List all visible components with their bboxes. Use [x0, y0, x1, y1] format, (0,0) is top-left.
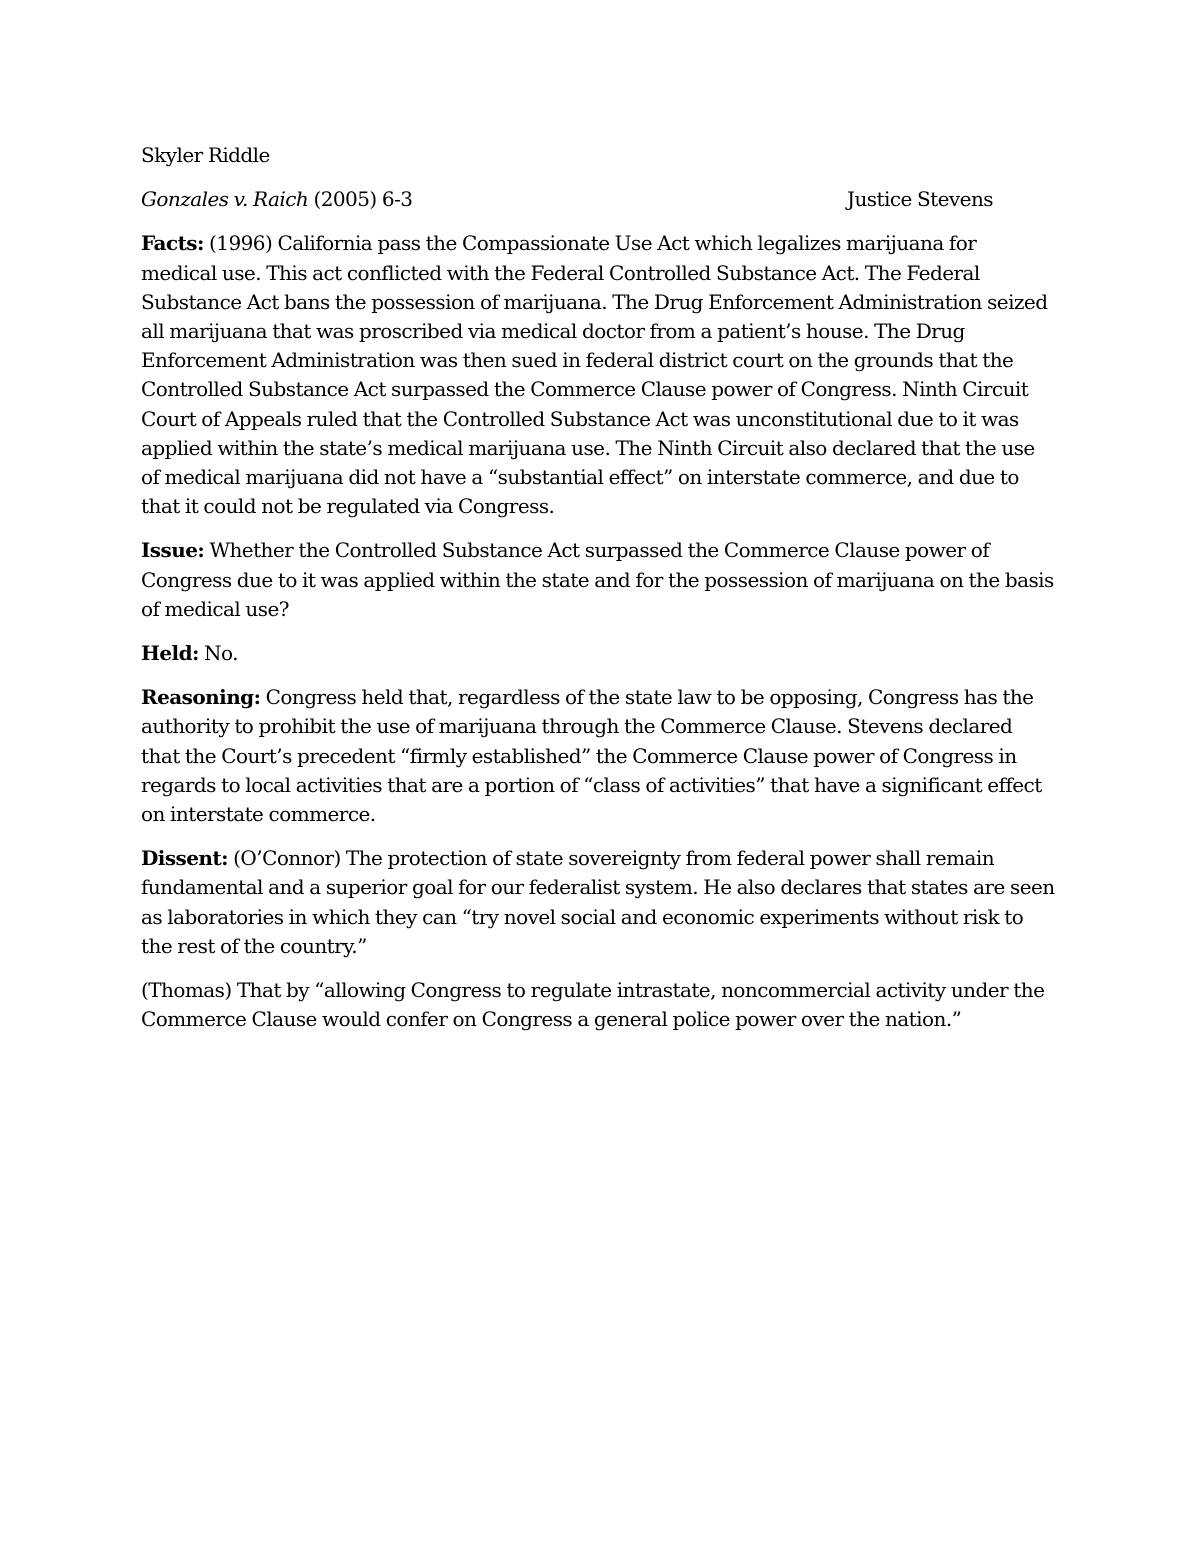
- held-label: Held:: [141, 641, 199, 666]
- majority-justice: Justice Stevens: [847, 187, 993, 212]
- reasoning-label: Reasoning:: [141, 685, 261, 710]
- case-year-vote: (2005) 6-3: [308, 187, 413, 212]
- dissent-label: Dissent:: [141, 846, 228, 871]
- held-section: [141, 639, 1056, 668]
- case-heading: [141, 185, 1056, 214]
- held-text: No.: [198, 641, 238, 666]
- dissent-section: [141, 844, 1056, 961]
- issue-label: Issue:: [141, 538, 205, 563]
- facts-label: Facts:: [141, 231, 204, 256]
- author-name: Skyler Riddle: [141, 143, 270, 167]
- reasoning-text: Congress held that, regardless of the state law to be opposing, Congress has the authority to prohibit the use of marijuana through the Commerce Clause. Stevens declared that the Court’s precedent “firmly established” the Commerce Clause power of Congress in regards to local activities that are a portion of “class of activities” that have a significant effect on interstate commerce.: [141, 685, 1042, 827]
- issue-text: Whether the Controlled Substance Act surpassed the Commerce Clause power of Congress due to it was applied within the state and for the possession of marijuana on the basis of medical use?: [141, 538, 1054, 621]
- case-name: Gonzales v. Raich: [141, 187, 309, 212]
- document-body: [141, 141, 1056, 1049]
- dissent-thomas-paragraph: (Thomas) That by “allowing Congress to regulate intrastate, noncommercial activity under the Commerce Clause would confer on Congress a general police power over the nation.”: [141, 978, 1045, 1032]
- facts-text: (1996) California pass the Compassionate Use Act which legalizes marijuana for medical use. This act conflicted with the Federal Controlled Substance Act. The Federal Substance Act bans the possession of marijuana. The Drug Enforcement Administration seized all marijuana that was proscribed via medical doctor from a patient’s house. The Drug Enforcement Administration was then sued in federal district court on the grounds that the Controlled Substance Act surpassed the Commerce Clause power of Congress. Ninth Circuit Court of Appeals ruled that the Controlled Substance Act was unconstitutional due to it was applied within the state’s medical marijuana use. The Ninth Circuit also declared that the use of medical marijuana did not have a “substantial effect” on interstate commerce, and due to that it could not be regulated via Congress.: [141, 231, 1048, 519]
- dissent-oconnor-text: (O’Connor) The protection of state sovereignty from federal power shall remain fundamental and a superior goal for our federalist system. He also declares that states are seen as laboratories in which they can “try novel social and economic experiments without risk to the rest of the country.”: [141, 846, 1055, 958]
- facts-section: [141, 229, 1056, 521]
- reasoning-section: [141, 683, 1056, 829]
- issue-section: [141, 536, 1056, 624]
